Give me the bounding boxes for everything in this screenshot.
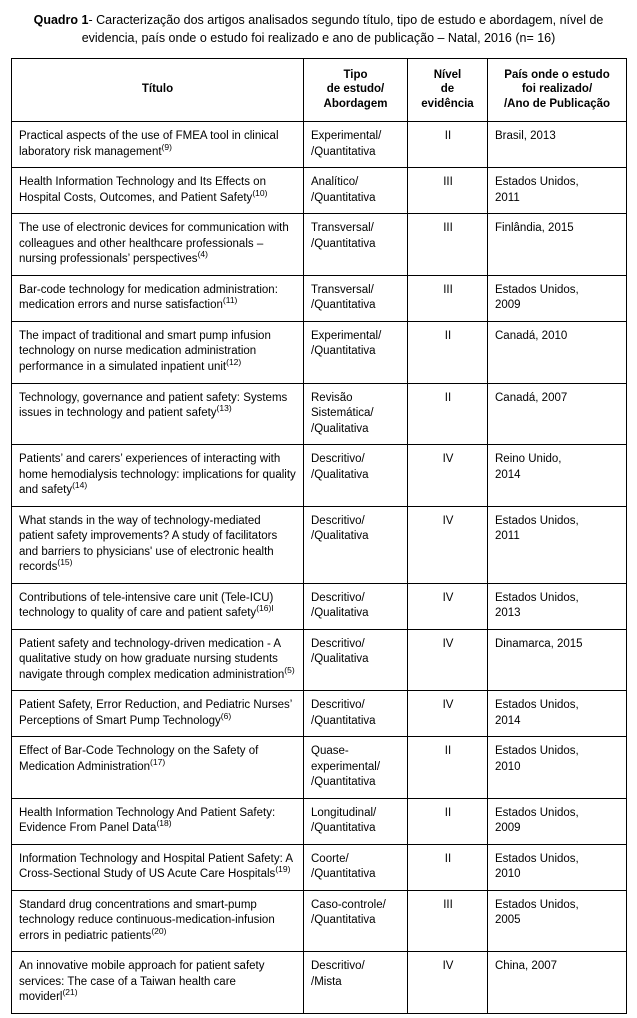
column-header-pais-line3: /Ano de Publicação <box>503 98 611 111</box>
tipo-estudo-line: Descritivo/ <box>311 514 365 527</box>
column-header-tipo-line3: Abordagem <box>323 98 388 111</box>
cell-titulo <box>12 275 304 321</box>
column-header-nivel-line1: Nível <box>433 68 462 81</box>
tipo-estudo-line: /Quantitativa <box>311 345 376 358</box>
cell-titulo <box>12 844 304 890</box>
cell-nivel-evidencia: IV <box>408 445 488 507</box>
cell-tipo-estudo <box>304 445 408 507</box>
cell-tipo-estudo <box>304 506 408 583</box>
pais-ano-line: Estados Unidos, <box>495 514 579 527</box>
cell-titulo <box>12 445 304 507</box>
column-header-tipo-line1: Tipo <box>343 68 368 81</box>
article-title: Technology, governance and patient safety: Systems issues in technology and patient safety <box>19 391 288 420</box>
pais-ano-line: 2009 <box>495 299 521 312</box>
table-row <box>12 583 627 629</box>
cell-pais-ano <box>488 275 627 321</box>
pais-ano-line: Estados Unidos, <box>495 806 579 819</box>
tipo-estudo-line: Caso-controle/ <box>311 898 386 911</box>
tipo-estudo-line: Experimental/ <box>311 329 382 342</box>
cell-tipo-estudo <box>304 798 408 844</box>
cell-nivel-evidencia: III <box>408 890 488 952</box>
tipo-estudo-line: Transversal/ <box>311 222 374 235</box>
article-title: The use of electronic devices for communication with colleagues and other healthcare professionals – nursing professionals’ perspectives <box>19 222 289 266</box>
article-reference: (21) <box>62 987 78 998</box>
cell-titulo <box>12 383 304 445</box>
article-reference: (10) <box>252 188 268 199</box>
article-reference: (5) <box>284 664 295 675</box>
cell-pais-ano <box>488 445 627 507</box>
cell-titulo <box>12 321 304 383</box>
tipo-estudo-line: Descritivo/ <box>311 699 365 712</box>
tipo-estudo-line: /Qualitativa <box>311 653 369 666</box>
cell-titulo <box>12 506 304 583</box>
table-row <box>12 275 627 321</box>
cell-tipo-estudo <box>304 275 408 321</box>
cell-titulo <box>12 691 304 737</box>
article-title: The impact of traditional and smart pump infusion technology on nurse medication administration performance in a simulated inpatient unit <box>19 329 271 373</box>
cell-pais-ano <box>488 321 627 383</box>
pais-ano-line: Canadá, 2010 <box>495 329 568 342</box>
article-reference: (16)I <box>256 603 274 614</box>
cell-nivel-evidencia: IV <box>408 506 488 583</box>
table-row <box>12 168 627 214</box>
cell-nivel-evidencia: IV <box>408 691 488 737</box>
caption-label: Quadro 1 <box>33 13 89 27</box>
tipo-estudo-line: /Mista <box>311 975 342 988</box>
table-row <box>12 798 627 844</box>
tipo-estudo-line: /Qualitativa <box>311 530 369 543</box>
cell-titulo <box>12 214 304 276</box>
cell-tipo-estudo <box>304 844 408 890</box>
cell-pais-ano <box>488 506 627 583</box>
article-reference: (12) <box>226 357 242 368</box>
tipo-estudo-line: Descritivo/ <box>311 960 365 973</box>
tipo-estudo-line: /Quantitativa <box>311 822 376 835</box>
article-title: Patients’ and carers’ experiences of interacting with home hemodialysis technology: implications for quality and safety <box>19 453 296 497</box>
cell-pais-ano <box>488 691 627 737</box>
pais-ano-line: 2009 <box>495 822 521 835</box>
tipo-estudo-line: Longitudinal/ <box>311 806 377 819</box>
pais-ano-line: 2011 <box>495 530 520 543</box>
cell-titulo <box>12 737 304 799</box>
tipo-estudo-line: /Quantitativa <box>311 237 376 250</box>
cell-tipo-estudo <box>304 952 408 1014</box>
articles-table <box>11 58 627 1014</box>
cell-pais-ano <box>488 952 627 1014</box>
cell-tipo-estudo <box>304 737 408 799</box>
column-header-tipo-line2: de estudo/ <box>326 83 385 96</box>
tipo-estudo-line: Experimental/ <box>311 130 382 143</box>
cell-nivel-evidencia: III <box>408 275 488 321</box>
pais-ano-line: 2011 <box>495 191 520 204</box>
article-reference: (4) <box>197 249 208 260</box>
cell-nivel-evidencia: II <box>408 798 488 844</box>
table-row <box>12 890 627 952</box>
cell-pais-ano <box>488 890 627 952</box>
tipo-estudo-line: /Quantitativa <box>311 714 376 727</box>
table-row <box>12 214 627 276</box>
tipo-estudo-line: Descritivo/ <box>311 637 365 650</box>
tipo-estudo-line: /Qualitativa <box>311 607 369 620</box>
pais-ano-line: Estados Unidos, <box>495 699 579 712</box>
cell-titulo <box>12 890 304 952</box>
cell-tipo-estudo <box>304 168 408 214</box>
column-header-nivel <box>408 58 488 122</box>
cell-nivel-evidencia: IV <box>408 952 488 1014</box>
tipo-estudo-line: /Quantitativa <box>311 776 376 789</box>
article-title: Patient Safety, Error Reduction, and Pediatric Nurses’ Perceptions of Smart Pump Technology <box>19 699 292 727</box>
cell-titulo <box>12 583 304 629</box>
article-reference: (17) <box>150 756 166 767</box>
cell-nivel-evidencia: II <box>408 383 488 445</box>
pais-ano-line: 2014 <box>495 468 521 481</box>
tipo-estudo-line: Descritivo/ <box>311 591 365 604</box>
tipo-estudo-line: Quase- <box>311 745 349 758</box>
pais-ano-line: 2010 <box>495 760 521 773</box>
cell-titulo <box>12 952 304 1014</box>
tipo-estudo-line: /Quantitativa <box>311 299 376 312</box>
pais-ano-line: Estados Unidos, <box>495 591 579 604</box>
tipo-estudo-line: /Qualitativa <box>311 422 369 435</box>
column-header-pais-line2: foi realizado/ <box>521 83 593 96</box>
cell-pais-ano <box>488 844 627 890</box>
table-header-row <box>12 58 627 122</box>
cell-tipo-estudo <box>304 691 408 737</box>
column-header-pais <box>488 58 627 122</box>
cell-pais-ano <box>488 798 627 844</box>
cell-nivel-evidencia: II <box>408 844 488 890</box>
article-title: Information Technology and Hospital Patient Safety: A Cross-Sectional Study of US Acute Care Hospitals <box>19 852 293 881</box>
article-reference: (11) <box>222 295 238 306</box>
cell-tipo-estudo <box>304 383 408 445</box>
cell-pais-ano <box>488 583 627 629</box>
table-row <box>12 691 627 737</box>
caption-text: - Caracterização dos artigos analisados segundo título, tipo de estudo e abordagem, nível de evidencia, país onde o estudo foi realizado e ano de publicação – Natal, 2016 (n= 16) <box>81 13 604 45</box>
article-reference: (18) <box>156 818 172 829</box>
tipo-estudo-line: Descritivo/ <box>311 453 365 466</box>
cell-titulo <box>12 122 304 168</box>
article-title: Effect of Bar-Code Technology on the Safety of Medication Administration <box>19 745 259 773</box>
article-reference: (19) <box>275 864 291 875</box>
table-row <box>12 506 627 583</box>
pais-ano-line: 2010 <box>495 868 521 881</box>
article-reference: (13) <box>216 403 232 414</box>
table-row <box>12 952 627 1014</box>
cell-nivel-evidencia: II <box>408 321 488 383</box>
pais-ano-line: Reino Unido, <box>495 453 562 466</box>
tipo-estudo-line: /Quantitativa <box>311 868 376 881</box>
table-row <box>12 445 627 507</box>
cell-nivel-evidencia: II <box>408 122 488 168</box>
article-reference: (14) <box>72 480 88 491</box>
article-title: Bar-code technology for medication administration: medication errors and nurse satisfaction <box>19 283 278 312</box>
column-header-nivel-line2: de <box>440 83 455 96</box>
column-header-tipo <box>304 58 408 122</box>
cell-titulo <box>12 168 304 214</box>
cell-tipo-estudo <box>304 122 408 168</box>
tipo-estudo-line: /Quantitativa <box>311 914 376 927</box>
table-row <box>12 321 627 383</box>
tipo-estudo-line: Sistemática/ <box>311 407 374 420</box>
pais-ano-line: Estados Unidos, <box>495 852 579 865</box>
table-header <box>12 58 627 122</box>
tipo-estudo-line: Revisão <box>311 391 353 404</box>
cell-pais-ano <box>488 214 627 276</box>
article-title: What stands in the way of technology-mediated patient safety improvements? A study of facilitators and barriers to physicians' use of electronic health records <box>19 514 278 574</box>
tipo-estudo-line: /Qualitativa <box>311 468 369 481</box>
cell-tipo-estudo <box>304 890 408 952</box>
column-header-pais-line1: País onde o estudo <box>504 68 610 81</box>
cell-titulo <box>12 629 304 691</box>
cell-pais-ano <box>488 168 627 214</box>
cell-tipo-estudo <box>304 214 408 276</box>
cell-nivel-evidencia: III <box>408 214 488 276</box>
cell-nivel-evidencia: IV <box>408 629 488 691</box>
cell-pais-ano <box>488 737 627 799</box>
tipo-estudo-line: /Quantitativa <box>311 145 376 158</box>
pais-ano-line: Estados Unidos, <box>495 283 579 296</box>
column-header-titulo: Título <box>12 58 304 122</box>
cell-pais-ano <box>488 383 627 445</box>
tipo-estudo-line: Analítico/ <box>311 176 359 189</box>
article-reference: (15) <box>57 557 73 568</box>
cell-tipo-estudo <box>304 321 408 383</box>
article-reference: (9) <box>161 142 172 152</box>
table-row <box>12 737 627 799</box>
table-row <box>12 844 627 890</box>
tipo-estudo-line: /Quantitativa <box>311 191 376 204</box>
article-title: Contributions of tele-intensive care unit (Tele-ICU) technology to quality of care and patient safety <box>19 591 274 620</box>
article-reference: (6) <box>220 710 232 721</box>
cell-tipo-estudo <box>304 629 408 691</box>
cell-pais-ano <box>488 629 627 691</box>
tipo-estudo-line: experimental/ <box>311 760 381 773</box>
pais-ano-line: 2014 <box>495 714 521 727</box>
article-title: Practical aspects of the use of FMEA tool in clinical laboratory risk management <box>19 130 279 158</box>
pais-ano-line: Dinamarca, 2015 <box>495 637 583 650</box>
pais-ano-line: Estados Unidos, <box>495 745 579 758</box>
table-row <box>12 122 627 168</box>
cell-nivel-evidencia: IV <box>408 583 488 629</box>
article-title: Health Information Technology and Its Effects on Hospital Costs, Outcomes, and Patient Safety <box>19 176 266 204</box>
table-row <box>12 629 627 691</box>
pais-ano-line: Estados Unidos, <box>495 898 579 911</box>
cell-nivel-evidencia: II <box>408 737 488 799</box>
article-reference: (20) <box>151 926 167 937</box>
pais-ano-line: Brasil, 2013 <box>495 130 556 143</box>
pais-ano-line: Canadá, 2007 <box>495 391 568 404</box>
pais-ano-line: China, 2007 <box>495 960 558 973</box>
pais-ano-line: Estados Unidos, <box>495 176 579 189</box>
tipo-estudo-line: Transversal/ <box>311 283 374 296</box>
article-title: Health Information Technology And Patient Safety: Evidence From Panel Data <box>19 806 276 835</box>
table-caption <box>11 12 626 48</box>
pais-ano-line: 2005 <box>495 914 521 927</box>
article-title: Standard drug concentrations and smart-pump technology reduce continuous-medication-infusion errors in pediatric patients <box>19 898 275 942</box>
table-body <box>12 122 627 1014</box>
pais-ano-line: 2013 <box>495 607 521 620</box>
table-row <box>12 383 627 445</box>
pais-ano-line: Finlândia, 2015 <box>495 222 574 235</box>
cell-pais-ano <box>488 122 627 168</box>
cell-nivel-evidencia: III <box>408 168 488 214</box>
article-title: Patient safety and technology-driven medication - A qualitative study on how graduate nursing students navigate through complex medication administration <box>19 637 285 681</box>
cell-tipo-estudo <box>304 583 408 629</box>
tipo-estudo-line: Coorte/ <box>311 852 349 865</box>
article-title: An innovative mobile approach for patient safety services: The case of a Taiwan health care moviderl <box>19 960 265 1004</box>
cell-titulo <box>12 798 304 844</box>
column-header-nivel-line3: evidência <box>421 98 474 111</box>
